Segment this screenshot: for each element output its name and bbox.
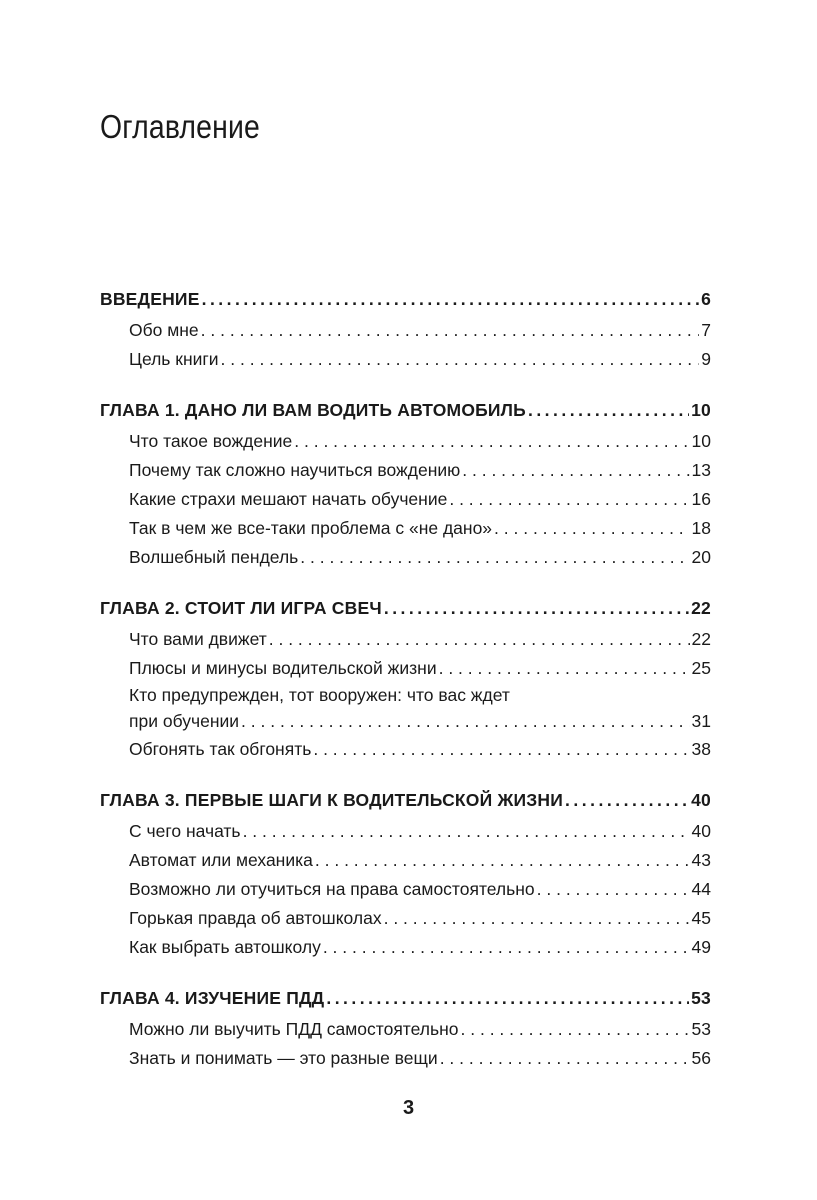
section-title: Возможно ли отучиться на права самостоятельно bbox=[129, 879, 535, 899]
section-page: 18 bbox=[691, 518, 711, 538]
section-title: Волшебный пендель bbox=[129, 547, 299, 567]
dot-leader bbox=[300, 543, 689, 572]
chapter-title: ГЛАВА 1. ДАНО ЛИ ВАМ ВОДИТЬ АВТОМОБИЛЬ bbox=[100, 400, 526, 420]
section-title: Цель книги bbox=[129, 349, 219, 369]
section-title: Автомат или механика bbox=[129, 850, 313, 870]
section-page: 38 bbox=[691, 739, 711, 759]
toc-section-entry[interactable] bbox=[100, 1015, 711, 1044]
toc-section-entry[interactable] bbox=[100, 683, 711, 735]
section-title: С чего начать bbox=[129, 821, 241, 841]
toc-chapter-entry[interactable] bbox=[100, 395, 711, 425]
section-title: Какие страхи мешают начать обучение bbox=[129, 489, 448, 509]
chapter-page: 53 bbox=[691, 988, 711, 1008]
chapter-page: 40 bbox=[691, 790, 711, 810]
dot-leader bbox=[202, 284, 699, 314]
dot-leader bbox=[221, 345, 700, 374]
section-page: 25 bbox=[691, 658, 711, 678]
section-title: Горькая правда об автошколах bbox=[129, 908, 382, 928]
section-title: Можно ли выучить ПДД самостоятельно bbox=[129, 1019, 459, 1039]
toc-chapter-4 bbox=[100, 983, 711, 1073]
section-page: 56 bbox=[691, 1048, 711, 1068]
section-title: Обгонять так обгонять bbox=[129, 739, 312, 759]
toc-chapter-3 bbox=[100, 785, 711, 962]
section-page: 22 bbox=[691, 629, 711, 649]
chapter-title: ГЛАВА 2. СТОИТ ЛИ ИГРА СВЕЧ bbox=[100, 598, 382, 618]
section-page: 16 bbox=[691, 489, 711, 509]
section-page: 44 bbox=[691, 879, 711, 899]
chapter-page: 6 bbox=[701, 289, 711, 309]
toc-section-entry[interactable] bbox=[100, 485, 711, 514]
section-page: 31 bbox=[691, 711, 711, 731]
dot-leader bbox=[537, 875, 690, 904]
toc-section-entry[interactable] bbox=[100, 316, 711, 345]
toc-section-entry[interactable] bbox=[100, 456, 711, 485]
dot-leader bbox=[439, 654, 690, 683]
toc-section-entry[interactable] bbox=[100, 345, 711, 374]
section-page: 45 bbox=[691, 908, 711, 928]
toc-section-entry[interactable] bbox=[100, 543, 711, 572]
chapter-title: ВВЕДЕНИЕ bbox=[100, 289, 200, 309]
toc-chapter-entry[interactable] bbox=[100, 785, 711, 815]
section-title-line-1: Кто предупрежден, тот вооружен: что вас ждет bbox=[129, 685, 510, 705]
dot-leader bbox=[241, 708, 689, 735]
toc-section-entry[interactable] bbox=[100, 846, 711, 875]
toc-chapter-entry[interactable] bbox=[100, 983, 711, 1013]
dot-leader bbox=[315, 846, 690, 875]
section-page: 13 bbox=[691, 460, 711, 480]
section-page: 49 bbox=[691, 937, 711, 957]
section-title: Что такое вождение bbox=[129, 431, 293, 451]
section-title: Что вами движет bbox=[129, 629, 267, 649]
section-page: 7 bbox=[701, 320, 711, 340]
dot-leader bbox=[565, 785, 689, 815]
dot-leader bbox=[294, 427, 689, 456]
toc-chapter-entry[interactable] bbox=[100, 284, 711, 314]
dot-leader bbox=[449, 485, 689, 514]
dot-leader bbox=[528, 395, 689, 425]
toc-chapter-2 bbox=[100, 593, 711, 764]
section-page: 43 bbox=[691, 850, 711, 870]
page-title: Оглавление bbox=[100, 108, 260, 145]
section-title: Почему так сложно научиться вождению bbox=[129, 460, 461, 480]
section-page: 53 bbox=[691, 1019, 711, 1039]
dot-leader bbox=[462, 456, 689, 485]
section-title: Знать и понимать — это разные вещи bbox=[129, 1048, 438, 1068]
toc-section-entry[interactable] bbox=[100, 1044, 711, 1073]
toc-section-entry[interactable] bbox=[100, 875, 711, 904]
section-page: 20 bbox=[691, 547, 711, 567]
section-title: Обо мне bbox=[129, 320, 199, 340]
page-number: 3 bbox=[402, 1097, 415, 1119]
toc-section-entry[interactable] bbox=[100, 514, 711, 543]
section-title-line-2: при обучении bbox=[129, 711, 240, 731]
dot-leader bbox=[494, 514, 689, 543]
dot-leader bbox=[440, 1044, 690, 1073]
dot-leader bbox=[461, 1015, 690, 1044]
toc-chapter-entry[interactable] bbox=[100, 593, 711, 623]
dot-leader bbox=[384, 904, 690, 933]
section-title: Как выбрать автошколу bbox=[129, 937, 321, 957]
section-page: 40 bbox=[691, 821, 711, 841]
dot-leader bbox=[243, 817, 690, 846]
section-page: 9 bbox=[701, 349, 711, 369]
dot-leader bbox=[323, 933, 690, 962]
toc-chapter-1 bbox=[100, 395, 711, 572]
toc-section-entry[interactable] bbox=[100, 427, 711, 456]
toc-chapter-intro bbox=[100, 284, 711, 374]
toc-section-entry[interactable] bbox=[100, 933, 711, 962]
chapter-title: ГЛАВА 4. ИЗУЧЕНИЕ ПДД bbox=[100, 988, 325, 1008]
dot-leader bbox=[201, 316, 700, 345]
dot-leader bbox=[313, 735, 689, 764]
table-of-contents bbox=[100, 284, 711, 1094]
toc-section-entry[interactable] bbox=[100, 625, 711, 654]
chapter-page: 22 bbox=[691, 598, 711, 618]
section-title: Плюсы и минусы водительской жизни bbox=[129, 658, 437, 678]
dot-leader bbox=[326, 983, 689, 1013]
dot-leader bbox=[384, 593, 689, 623]
chapter-title: ГЛАВА 3. ПЕРВЫЕ ШАГИ К ВОДИТЕЛЬСКОЙ ЖИЗНИ bbox=[100, 790, 564, 810]
toc-section-entry[interactable] bbox=[100, 654, 711, 683]
toc-section-entry[interactable] bbox=[100, 904, 711, 933]
toc-section-entry[interactable] bbox=[100, 817, 711, 846]
section-title: Так в чем же все-таки проблема с «не дано» bbox=[129, 518, 493, 538]
toc-section-entry[interactable] bbox=[100, 735, 711, 764]
dot-leader bbox=[269, 625, 690, 654]
section-page: 10 bbox=[691, 431, 711, 451]
chapter-page: 10 bbox=[691, 400, 711, 420]
